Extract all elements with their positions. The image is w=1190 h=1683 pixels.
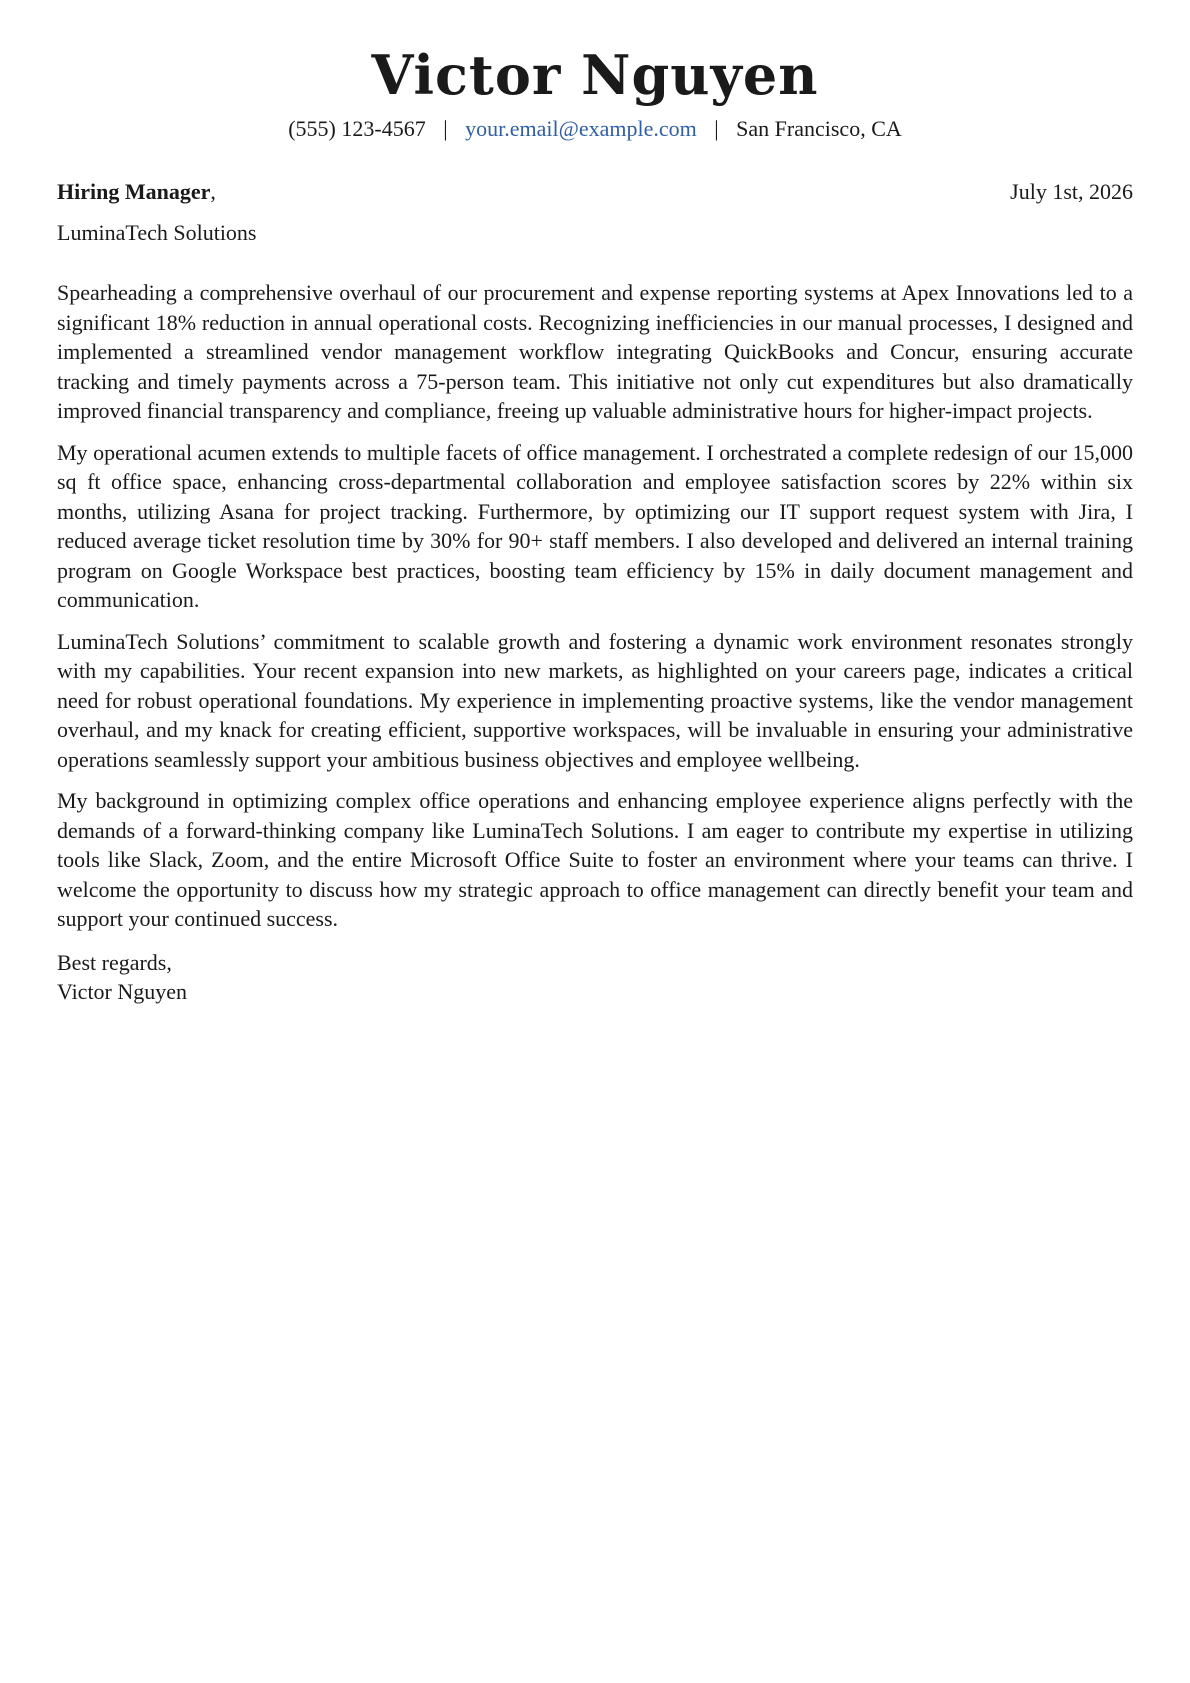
- recipient-suffix: ,: [210, 179, 216, 204]
- recipient-title: Hiring Manager: [57, 179, 211, 204]
- contact-separator: |: [443, 116, 448, 141]
- letter-body: [57, 278, 1133, 1007]
- email-link[interactable]: your.email@example.com: [465, 116, 697, 141]
- contact-line: [57, 114, 1133, 144]
- body-paragraph: LuminaTech Solutions’ commitment to scalable growth and fostering a dynamic work environment resonates strongly with my capabilities. Your recent expansion into new markets, as highlighted on your careers page, indicates a critical need for robust operational foundations. My experience in implementing proactive systems, like the vendor management overhaul, and my knack for creating efficient, supportive workspaces, will be invaluable in ensuring your administrative operations seamlessly support your ambitious business objectives and employee wellbeing.: [57, 628, 1133, 772]
- body-paragraph: My operational acumen extends to multiple facets of office management. I orchestrated a complete redesign of our 15,000 sq ft office space, enhancing cross-departmental collaboration and employee satisfaction scores by 22% within six months, utilizing Asana for project tracking. Furthermore, by optimizing our IT support request system with Jira, I reduced average ticket resolution time by 30% for 90+ staff members. I also developed and delivered an internal training program on Google Workspace best practices, boosting team efficiency by 15% in daily document management and communication.: [57, 439, 1133, 612]
- closing-signature: Victor Nguyen: [57, 979, 188, 1004]
- closing-block: [57, 948, 1133, 1007]
- body-paragraph: My background in optimizing complex office operations and enhancing employee experience aligns perfectly with the demands of a forward-thinking company like LuminaTech Solutions. I am eager to contribute my expertise in utilizing tools like Slack, Zoom, and the entire Microsoft Office Suite to foster an environment where your teams can thrive. I welcome the opportunity to discuss how my strategic approach to office management can directly benefit your team and support your continued success.: [57, 788, 1133, 931]
- letter-date: July 1st, 2026: [1010, 179, 1133, 204]
- recipient: [57, 177, 216, 207]
- phone-number: (555) 123-4567: [288, 116, 426, 141]
- body-paragraph: Spearheading a comprehensive overhaul of our procurement and expense reporting systems at Apex Innovations led to a significant 18% reduction in annual operational costs. Recognizing inefficiencies in our manual processes, I designed and implemented a streamlined vendor management workflow integrating QuickBooks and Concur, ensuring accurate tracking and timely payments across a 75-person team. This initiative not only cut expenditures but also dramatically improved financial transparency and compliance, freeing up valuable administrative hours for higher-impact projects.: [57, 280, 1133, 423]
- location: San Francisco, CA: [736, 116, 902, 141]
- applicant-name: Victor Nguyen: [371, 43, 819, 107]
- contact-separator: |: [714, 116, 719, 141]
- closing-salutation: Best regards,: [57, 949, 172, 975]
- recipient-company: LuminaTech Solutions: [57, 220, 257, 245]
